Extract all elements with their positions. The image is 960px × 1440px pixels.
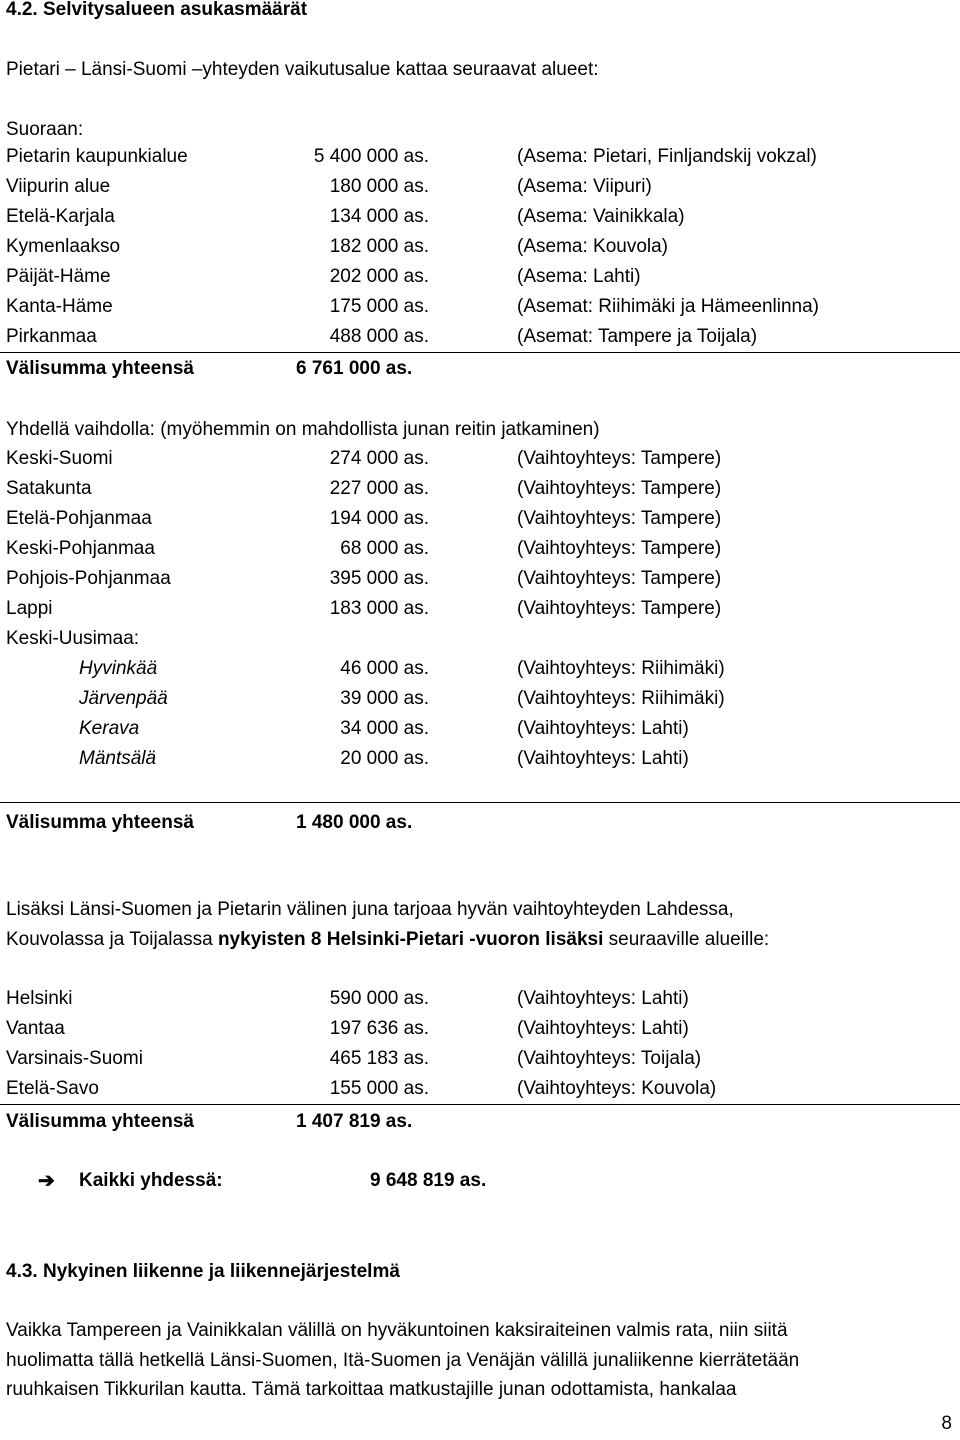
table-row bbox=[0, 476, 960, 502]
population: 194 000 as. bbox=[329, 508, 429, 529]
additional-paragraph-line-2 bbox=[6, 928, 769, 952]
station: (Asemat: Riihimäki ja Hämeenlinna) bbox=[517, 296, 819, 317]
station: (Vaihtoyhteys: Lahti) bbox=[517, 988, 689, 1009]
intro-text: Pietari – Länsi-Suomi –yhteyden vaikutusalue kattaa seuraavat alueet: bbox=[6, 59, 599, 80]
station: (Vaihtoyhteys: Tampere) bbox=[517, 568, 722, 589]
station: (Vaihtoyhteys: Riihimäki) bbox=[517, 658, 725, 679]
population: 182 000 as. bbox=[329, 236, 429, 257]
station: (Vaihtoyhteys: Lahti) bbox=[517, 748, 689, 769]
table-row bbox=[0, 596, 960, 622]
population: 68 000 as. bbox=[340, 538, 429, 559]
para-bold-text: nykyisten 8 Helsinki-Pietari -vuoron lisäksi bbox=[217, 929, 604, 950]
region-name: Viipurin alue bbox=[6, 176, 111, 197]
station: (Vaihtoyhteys: Toijala) bbox=[517, 1048, 702, 1069]
region-name: Etelä-Savo bbox=[6, 1078, 99, 1099]
subtotal-value: 1 407 819 as. bbox=[296, 1111, 413, 1132]
station: (Vaihtoyhteys: Kouvola) bbox=[517, 1078, 717, 1099]
region-group-label: Keski-Uusimaa: bbox=[6, 628, 140, 649]
region-name: Vantaa bbox=[6, 1018, 65, 1039]
station: (Vaihtoyhteys: Tampere) bbox=[517, 448, 722, 469]
station: (Asema: Pietari, Finljandskij vokzal) bbox=[517, 146, 817, 167]
region-name: Lappi bbox=[6, 598, 53, 619]
table-row bbox=[0, 1046, 960, 1072]
table-row bbox=[0, 174, 960, 200]
table-row bbox=[0, 294, 960, 320]
subtotal-row bbox=[0, 356, 960, 382]
grand-total-value: 9 648 819 as. bbox=[370, 1170, 487, 1191]
station: (Vaihtoyhteys: Tampere) bbox=[517, 598, 722, 619]
page-number: 8 bbox=[941, 1413, 952, 1434]
section-heading-4-2: 4.2. Selvitysalueen asukasmäärät bbox=[6, 0, 308, 20]
population: 227 000 as. bbox=[329, 478, 429, 499]
station: (Asema: Vainikkala) bbox=[517, 206, 685, 227]
population: 202 000 as. bbox=[329, 266, 429, 287]
region-name: Satakunta bbox=[6, 478, 92, 499]
subtotal-label: Välisumma yhteensä bbox=[6, 1111, 194, 1132]
station: (Vaihtoyhteys: Tampere) bbox=[517, 538, 722, 559]
station: (Vaihtoyhteys: Tampere) bbox=[517, 478, 722, 499]
station: (Vaihtoyhteys: Lahti) bbox=[517, 1018, 689, 1039]
arrow-right-icon: ➔ bbox=[38, 1170, 55, 1192]
population: 465 183 as. bbox=[329, 1048, 429, 1069]
divider bbox=[0, 802, 960, 803]
station: (Vaihtoyhteys: Lahti) bbox=[517, 718, 689, 739]
additional-paragraph-line-1: Lisäksi Länsi-Suomen ja Pietarin välinen juna tarjoaa hyvän vaihtoyhteyden Lahdessa, bbox=[6, 899, 734, 920]
population: 34 000 as. bbox=[340, 718, 429, 739]
population: 155 000 as. bbox=[329, 1078, 429, 1099]
table-row bbox=[0, 686, 960, 712]
region-name: Keski-Suomi bbox=[6, 448, 113, 469]
population: 46 000 as. bbox=[340, 658, 429, 679]
region-name: Pohjois-Pohjanmaa bbox=[6, 568, 171, 589]
region-name: Varsinais-Suomi bbox=[6, 1048, 143, 1069]
grand-total-row bbox=[0, 1168, 960, 1194]
para-text: seuraaville alueille: bbox=[603, 929, 770, 950]
population: 20 000 as. bbox=[340, 748, 429, 769]
subtotal-label: Välisumma yhteensä bbox=[6, 358, 194, 379]
region-name: Etelä-Pohjanmaa bbox=[6, 508, 152, 529]
direct-label: Suoraan: bbox=[6, 119, 84, 140]
population: 5 400 000 as. bbox=[313, 146, 429, 167]
table-row bbox=[0, 1076, 960, 1102]
region-name: Helsinki bbox=[6, 988, 73, 1009]
table-row bbox=[0, 264, 960, 290]
population: 183 000 as. bbox=[329, 598, 429, 619]
subtotal-value: 1 480 000 as. bbox=[296, 812, 413, 833]
region-name: Pietarin kaupunkialue bbox=[6, 146, 188, 167]
station: (Vaihtoyhteys: Riihimäki) bbox=[517, 688, 725, 709]
table-row bbox=[0, 656, 960, 682]
subtotal-value: 6 761 000 as. bbox=[296, 358, 413, 379]
subtotal-row bbox=[0, 1109, 960, 1135]
one-change-label: Yhdellä vaihdolla: (myöhemmin on mahdollista junan reitin jatkaminen) bbox=[6, 419, 600, 440]
table-row bbox=[0, 746, 960, 772]
table-row bbox=[0, 986, 960, 1012]
municipality-name: Mäntsälä bbox=[79, 748, 157, 769]
population: 175 000 as. bbox=[329, 296, 429, 317]
municipality-name: Hyvinkää bbox=[79, 658, 158, 679]
subtotal-row bbox=[0, 810, 960, 836]
table-row bbox=[0, 234, 960, 260]
divider bbox=[0, 1104, 960, 1105]
table-row bbox=[0, 204, 960, 230]
region-name: Kanta-Häme bbox=[6, 296, 113, 317]
region-name: Pirkanmaa bbox=[6, 326, 97, 347]
population: 395 000 as. bbox=[329, 568, 429, 589]
region-name: Kymenlaakso bbox=[6, 236, 121, 257]
table-row bbox=[0, 446, 960, 472]
population: 590 000 as. bbox=[329, 988, 429, 1009]
paragraph-line: huolimatta tällä hetkellä Länsi-Suomen, Itä-Suomen ja Venäjän välillä junaliikenne kierrätetään bbox=[6, 1350, 800, 1371]
region-name: Keski-Pohjanmaa bbox=[6, 538, 155, 559]
table-row bbox=[0, 1016, 960, 1042]
table-row bbox=[0, 716, 960, 742]
population: 180 000 as. bbox=[329, 176, 429, 197]
station: (Asema: Lahti) bbox=[517, 266, 641, 287]
paragraph-line: Vaikka Tampereen ja Vainikkalan välillä on hyväkuntoinen kaksiraiteinen valmis rata, niin siitä bbox=[6, 1320, 788, 1341]
table-row bbox=[0, 566, 960, 592]
population: 274 000 as. bbox=[329, 448, 429, 469]
region-name: Etelä-Karjala bbox=[6, 206, 115, 227]
municipality-name: Kerava bbox=[79, 718, 140, 739]
table-row bbox=[0, 144, 960, 170]
table-row bbox=[0, 626, 960, 652]
population: 134 000 as. bbox=[329, 206, 429, 227]
paragraph-line: ruuhkaisen Tikkurilan kautta. Tämä tarkoittaa matkustajille junan odottamista, hankalaa bbox=[6, 1379, 737, 1400]
station: (Asema: Viipuri) bbox=[517, 176, 652, 197]
section-heading-4-3: 4.3. Nykyinen liikenne ja liikennejärjestelmä bbox=[6, 1261, 400, 1282]
table-row bbox=[0, 324, 960, 350]
municipality-name: Järvenpää bbox=[79, 688, 168, 709]
table-row bbox=[0, 536, 960, 562]
table-row bbox=[0, 506, 960, 532]
grand-total-label: Kaikki yhdessä: bbox=[79, 1170, 223, 1191]
region-name: Päijät-Häme bbox=[6, 266, 111, 287]
para-text: Kouvolassa ja Toijalassa bbox=[6, 929, 218, 950]
population: 488 000 as. bbox=[329, 326, 429, 347]
subtotal-label: Välisumma yhteensä bbox=[6, 812, 194, 833]
station: (Asemat: Tampere ja Toijala) bbox=[517, 326, 758, 347]
population: 39 000 as. bbox=[340, 688, 429, 709]
population: 197 636 as. bbox=[329, 1018, 429, 1039]
station: (Vaihtoyhteys: Tampere) bbox=[517, 508, 722, 529]
station: (Asema: Kouvola) bbox=[517, 236, 669, 257]
divider bbox=[0, 352, 960, 353]
